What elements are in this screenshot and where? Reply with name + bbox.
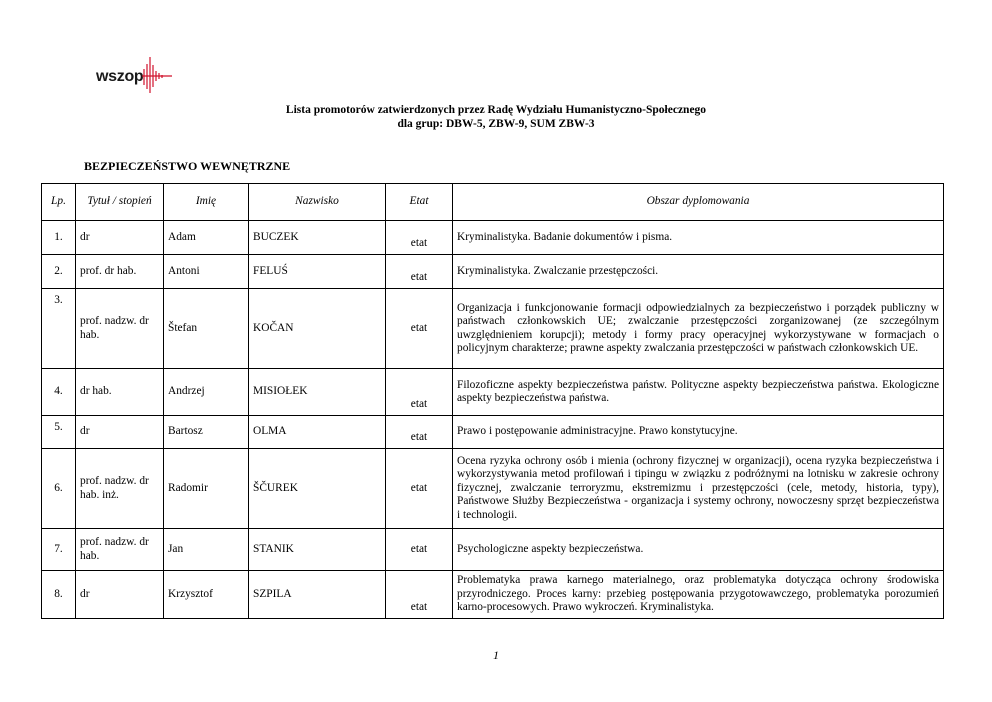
cell-obszar: Ocena ryzyka ochrony osób i mienia (ochrony fizycznej w organizacji), ocena ryzyka bezpieczeństwa i wykorzystywania metod profilowań i tipingu w związku z podróżnymi na lotnisku w zakresie ochrony fizycznej, zwalczanie terroryzmu, ekstremizmu i przestępczości (cele, metody, historia, typy), Państwowe Służby Bezpieczeństwa - organizacja i systemy ochrony, nowoczesny sprzęt bezpieczeństwa i technologii. (453, 449, 944, 529)
cell-imie: Radomir (164, 449, 249, 529)
cell-nazwisko: OLMA (249, 416, 386, 449)
logo-signal-icon (142, 55, 176, 95)
cell-etat: etat (386, 449, 453, 529)
cell-nazwisko: BUCZEK (249, 221, 386, 255)
cell-lp: 7. (42, 529, 76, 571)
cell-obszar: Prawo i postępowanie administracyjne. Prawo konstytucyjne. (453, 416, 944, 449)
header-tytul: Tytuł / stopień (76, 184, 164, 221)
cell-etat: etat (386, 289, 453, 369)
cell-tytul: prof. dr hab. (76, 255, 164, 289)
table-row (42, 289, 944, 369)
cell-lp: 1. (42, 221, 76, 255)
cell-tytul: dr (76, 571, 164, 619)
cell-imie: Bartosz (164, 416, 249, 449)
document-title: Lista promotorów zatwierdzonych przez Radę Wydziału Humanistyczno-Społecznego (285, 104, 707, 116)
cell-nazwisko: SZPILA (249, 571, 386, 619)
table-header-row (42, 184, 944, 221)
cell-lp: 3. (42, 289, 76, 369)
cell-lp: 4. (42, 369, 76, 416)
cell-imie: Jan (164, 529, 249, 571)
table-row (42, 255, 944, 289)
cell-imie: Andrzej (164, 369, 249, 416)
cell-obszar: Kryminalistyka. Badanie dokumentów i pisma. (453, 221, 944, 255)
cell-tytul: dr hab. (76, 369, 164, 416)
header-obszar: Obszar dyplomowania (453, 184, 944, 221)
cell-nazwisko: KOČAN (249, 289, 386, 369)
table-row (42, 369, 944, 416)
header-nazwisko: Nazwisko (249, 184, 386, 221)
cell-lp: 5. (42, 416, 76, 449)
cell-obszar: Kryminalistyka. Zwalczanie przestępczości. (453, 255, 944, 289)
cell-imie: Adam (164, 221, 249, 255)
table-row (42, 449, 944, 529)
cell-tytul: dr (76, 221, 164, 255)
cell-lp: 6. (42, 449, 76, 529)
cell-etat: etat (386, 416, 453, 449)
cell-lp: 2. (42, 255, 76, 289)
cell-etat: etat (386, 369, 453, 416)
cell-obszar: Organizacja i funkcjonowanie formacji odpowiedzialnych za bezpieczeństwo i porządek publiczny w państwach członkowskich UE; zwalczanie przestępczości zorganizowanej (ze szczególnym uwzględnieniem korupcji); metody i formy pracy operacyjnej wykorzystywane w formacjach o policyjnym charakterze; prawne aspekty zwalczania przestępczości w państwach członkowskich UE. (453, 289, 944, 369)
cell-etat: etat (386, 529, 453, 571)
cell-tytul: prof. nadzw. dr hab. inż. (76, 449, 164, 529)
table-row (42, 416, 944, 449)
section-title: BEZPIECZEŃSTWO WEWNĘTRZNE (84, 159, 291, 173)
cell-lp: 8. (42, 571, 76, 619)
cell-tytul: prof. nadzw. dr hab. (76, 529, 164, 571)
header-lp: Lp. (42, 184, 76, 221)
logo-text: wszop (96, 68, 144, 85)
cell-imie: Štefan (164, 289, 249, 369)
cell-nazwisko: ŠČUREK (249, 449, 386, 529)
cell-obszar: Psychologiczne aspekty bezpieczeństwa. (453, 529, 944, 571)
cell-obszar: Problematyka prawa karnego materialnego, oraz problematyka dotycząca ochrony środowiska przyrodniczego. Proces karny: przebieg postępowania przygotowawczego, problematyka porozumień karno-procesowych. Prawo wykroczeń. Kryminalistyka. (453, 571, 944, 619)
cell-nazwisko: FELUŚ (249, 255, 386, 289)
cell-nazwisko: STANIK (249, 529, 386, 571)
header-imie: Imię (164, 184, 249, 221)
header-etat: Etat (386, 184, 453, 221)
cell-obszar: Filozoficzne aspekty bezpieczeństwa państw. Polityczne aspekty bezpieczeństwa państwa. Ekologiczne aspekty bezpieczeństwa państwa. (453, 369, 944, 416)
wszop-logo (96, 55, 176, 95)
cell-etat: etat (386, 221, 453, 255)
cell-tytul: dr (76, 416, 164, 449)
table-row (42, 221, 944, 255)
page-number: 1 (493, 648, 499, 662)
table-row (42, 571, 944, 619)
cell-imie: Krzysztof (164, 571, 249, 619)
cell-imie: Antoni (164, 255, 249, 289)
cell-etat: etat (386, 255, 453, 289)
cell-nazwisko: MISIOŁEK (249, 369, 386, 416)
document-subtitle-groups: dla grup: DBW-5, ZBW-9, SUM ZBW-3 (397, 118, 595, 130)
cell-etat: etat (386, 571, 453, 619)
promoters-table (41, 183, 944, 619)
table-row (42, 529, 944, 571)
cell-tytul: prof. nadzw. dr hab. (76, 289, 164, 369)
